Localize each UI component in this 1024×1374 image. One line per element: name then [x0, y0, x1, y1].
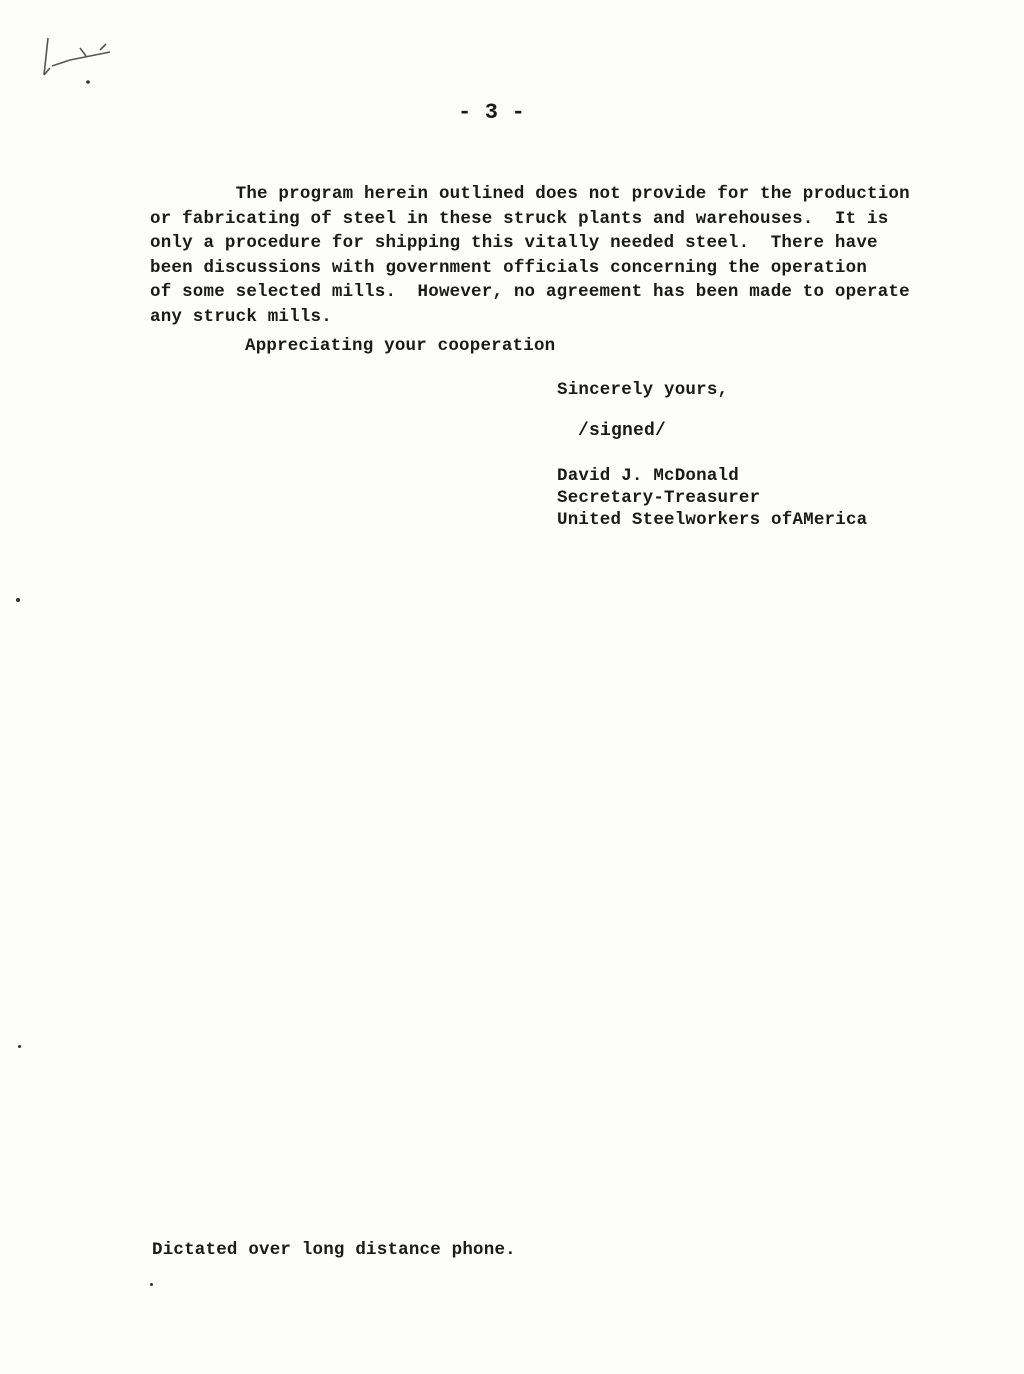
signature-block [557, 465, 867, 531]
stray-dot [16, 598, 20, 602]
body-line: any struck mills. [150, 306, 332, 327]
closing-line: Appreciating your cooperation [245, 336, 556, 356]
signer-organization: United Steelworkers ofAMerica [557, 510, 868, 530]
body-line: only a procedure for shipping this vitally needed steel. There have [150, 233, 878, 253]
corner-scrawl-mark [40, 30, 130, 100]
salutation: Sincerely yours, [557, 380, 729, 400]
body-line: been discussions with government officials concerning the operation [150, 257, 868, 278]
signer-title: Secretary-Treasurer [557, 488, 761, 508]
body-line: The program herein outlined does not provide for the production [150, 184, 910, 204]
body-line: of some selected mills. However, no agreement has been made to operate [150, 282, 910, 302]
signer-name: David J. McDonald [557, 466, 739, 486]
stray-dot [18, 1045, 21, 1048]
footer-note: Dictated over long distance phone. [152, 1240, 516, 1260]
stray-dot [150, 1283, 153, 1286]
body-line: or fabricating of steel in these struck plants and warehouses. It is [150, 208, 889, 229]
body-paragraph [150, 182, 940, 329]
signed-marker: /signed/ [578, 421, 667, 441]
page-number: - 3 - [458, 100, 526, 125]
